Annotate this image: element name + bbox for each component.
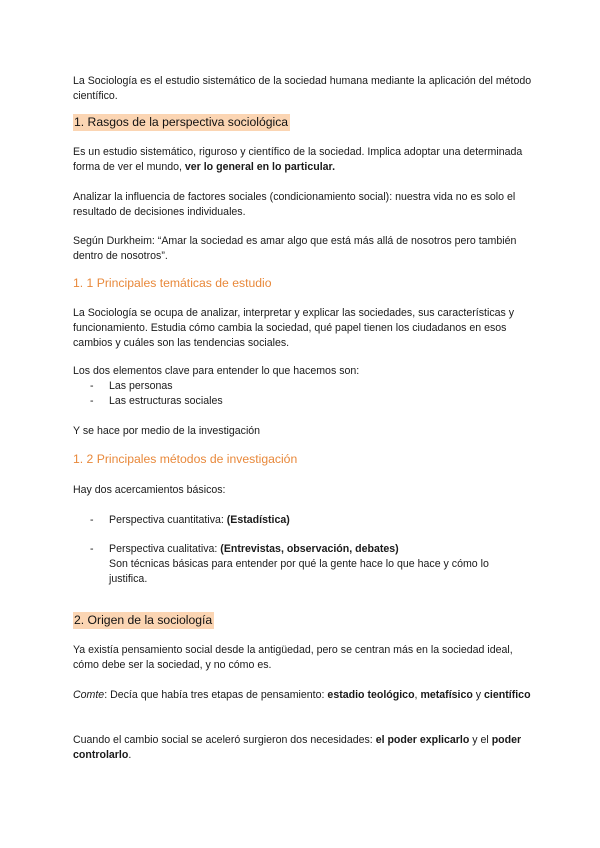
s2-paragraph-3 [73,733,535,763]
s2-p3-bold-2: poder controlarlo [73,734,522,761]
list-marker: - [90,395,94,407]
s1-paragraph-1 [73,145,535,175]
s2-p2-text: : Decía que había tres etapas de pensamiento: [104,689,328,701]
s2-p3-end: . [128,749,132,761]
s2-p3-text: Cuando el cambio social se aceleró surgieron dos necesidades: [73,734,376,746]
s2-p2-and: y [472,689,485,701]
s12-paragraph-1: Hay dos acercamientos básicos: [73,484,226,496]
list-item-description: Son técnicas básicas para entender por qué la gente hace lo que hace y cómo lo justifica. [109,558,489,585]
section-1-1-heading: 1. 1 Principales temáticas de estudio [73,276,272,290]
s11-paragraph-3: Y se hace por medio de la investigación [73,425,261,437]
list-item-text: Las estructuras sociales [109,395,223,407]
list-marker: - [90,514,94,526]
list-item [90,542,399,557]
s2-p3-bold-1: el poder explicarlo [375,734,470,746]
s2-p2-sep: , [414,689,421,701]
section-2-heading: 2. Origen de la sociología [74,613,213,627]
s1-paragraph-3: Según Durkheim: “Amar la sociedad es amar algo que está más allá de nosotros pero también dentro de nosotros”. [73,235,517,262]
list-marker: - [90,380,94,392]
list-item-bold: (Entrevistas, observación, debates) [220,543,399,555]
s11-paragraph-1: La Sociología se ocupa de analizar, interpretar y explicar las sociedades, sus características y funcionamiento. Estudia cómo cambia la sociedad, qué papel tienen los ciudadanos en esos cambios y cuáles son las tendencias sociales. [73,307,515,349]
s11-paragraph-2: Los dos elementos clave para entender lo que hacemos son: [73,365,360,377]
section-1-heading: 1. Rasgos de la perspectiva sociológica [74,115,289,129]
list-item-text: Las personas [109,380,173,392]
s1-p1-bold: ver lo general en lo particular. [184,161,336,173]
list-item [90,513,290,528]
s2-p3-and: y el [469,734,492,746]
s2-paragraph-1: Ya existía pensamiento social desde la antigüedad, pero se centran más en la sociedad ideal, cómo debe ser la sociedad, y no cómo es. [73,644,513,671]
section-1-2-heading: 1. 2 Principales métodos de investigación [73,452,298,466]
list-item [90,379,173,394]
list-item-text: Perspectiva cualitativa: [109,543,221,555]
s2-paragraph-2 [73,688,535,703]
list-item-text: Perspectiva cuantitativa: [109,514,227,526]
list-item-bold: (Estadística) [226,514,290,526]
s2-p2-bold-3: científico [484,689,531,701]
list-marker: - [90,543,94,555]
s1-paragraph-2: Analizar la influencia de factores sociales (condicionamiento social): nuestra vida no es solo el resultado de decisiones individuales. [73,191,516,218]
s2-p2-bold-2: metafísico [420,689,473,701]
s2-p2-italic: Comte [73,689,105,701]
intro-paragraph: La Sociología es el estudio sistemático de la sociedad humana mediante la aplicación del método científico. [73,75,532,102]
s1-p1-text: Es un estudio sistemático, riguroso y científico de la sociedad. Implica adoptar una determinada forma de ver el mundo, [73,146,523,173]
list-item [90,394,223,409]
s2-p2-bold-1: estadio teológico [327,689,415,701]
